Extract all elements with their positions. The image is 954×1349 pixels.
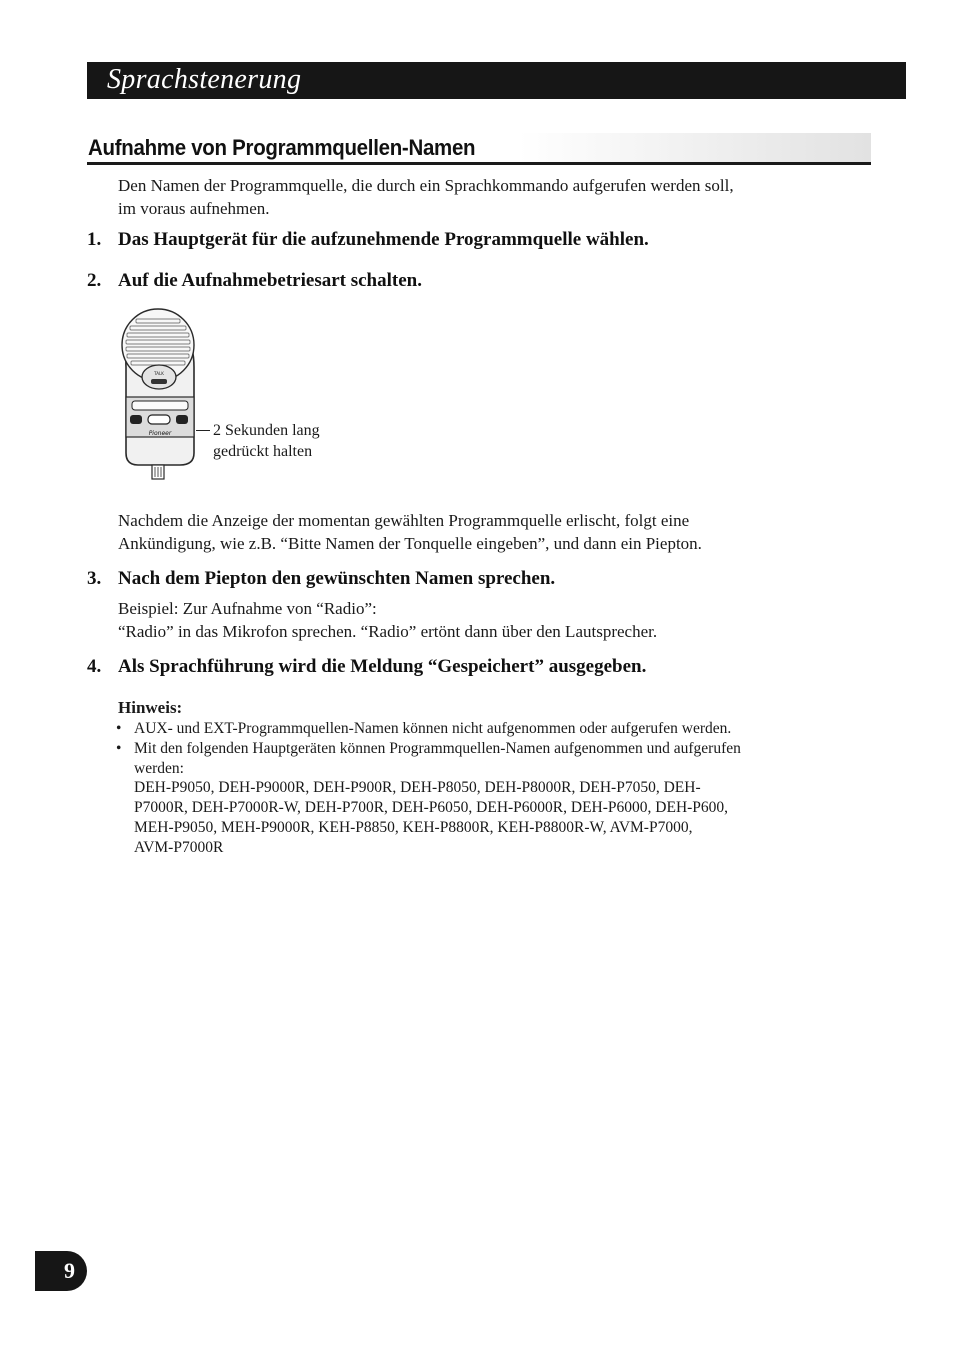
intro-paragraph	[118, 174, 734, 220]
microphone-remote-illustration	[118, 307, 200, 483]
step-2-number: 2.	[87, 270, 102, 291]
step-3-detail-line-1: Beispiel: Zur Aufnahme von “Radio”:	[118, 599, 377, 618]
intro-line-2: im voraus aufnehmen.	[118, 199, 270, 218]
step-1-number: 1.	[87, 229, 102, 250]
page-number: 9	[64, 1258, 75, 1283]
figure-caption	[213, 420, 320, 462]
caption-leader-line	[196, 430, 210, 431]
step-3-number: 3.	[87, 568, 102, 589]
intro-line-1: Den Namen der Programmquelle, die durch ein Sprachkommando aufgerufen werden soll,	[118, 176, 734, 195]
step-1-text: Das Hauptgerät für die aufzunehmende Programmquelle wählen.	[118, 229, 649, 250]
brand-label: Pioneer	[148, 430, 172, 437]
step-2-text: Auf die Aufnahmebetriesart schalten.	[118, 270, 422, 291]
model-line-4: AVM-P7000R	[134, 839, 224, 856]
note-item-2-line-1: Mit den folgenden Hauptgeräten können Programmquellen-Namen aufgenommen und aufgerufen	[134, 740, 741, 757]
note-item-2	[114, 739, 854, 779]
note-item-2-line-2: werden:	[134, 760, 184, 777]
note-list	[114, 719, 854, 779]
microphone-remote-icon	[118, 307, 200, 483]
header-title: Sprachstenerung	[107, 64, 302, 95]
talk-label: TALK	[154, 371, 164, 376]
step-3-detail-line-2: “Radio” in das Mikrofon sprechen. “Radio” ertönt dann über den Lautsprecher.	[118, 622, 658, 641]
section-heading-text: Aufnahme von Programmquellen-Namen	[88, 135, 476, 160]
step-4-number: 4.	[87, 656, 102, 677]
section-heading	[87, 133, 871, 165]
step-2	[87, 269, 422, 293]
step-1	[87, 228, 649, 252]
model-list	[134, 778, 834, 858]
caption-line-2: gedrückt halten	[213, 443, 313, 460]
page-number-tab	[35, 1251, 87, 1291]
step-4	[87, 655, 646, 679]
step-3-text: Nach dem Piepton den gewünschten Namen sprechen.	[118, 568, 556, 589]
step-3-detail	[118, 597, 657, 643]
caption-line-1: 2 Sekunden lang	[213, 422, 320, 439]
after-step2-line-1: Nachdem die Anzeige der momentan gewählten Programmquelle erlischt, folgt eine	[118, 511, 690, 530]
step-3	[87, 567, 555, 591]
after-step2-paragraph	[118, 509, 702, 555]
model-line-3: MEH-P9050, MEH-P9000R, KEH-P8850, KEH-P8800R, KEH-P8800R-W, AVM-P7000,	[134, 819, 693, 836]
bullet: •	[116, 740, 122, 757]
note-heading: Hinweis:	[118, 698, 183, 717]
note-item-1-text: AUX- und EXT-Programmquellen-Namen können nicht aufgenommen oder aufgerufen werden.	[134, 720, 732, 737]
model-line-2: P7000R, DEH-P7000R-W, DEH-P700R, DEH-P6050, DEH-P6000R, DEH-P6000, DEH-P600,	[134, 799, 729, 816]
model-line-1: DEH-P9050, DEH-P9000R, DEH-P900R, DEH-P8050, DEH-P8000R, DEH-P7050, DEH-	[134, 779, 701, 796]
after-step2-line-2: Ankündigung, wie z.B. “Bitte Namen der Tonquelle eingeben”, und dann ein Piepton.	[118, 534, 702, 553]
step-4-text: Als Sprachführung wird die Meldung “Gespeichert” ausgegeben.	[118, 656, 647, 677]
header-bar	[87, 62, 906, 99]
note-item-1	[114, 719, 854, 739]
bullet: •	[116, 720, 122, 737]
